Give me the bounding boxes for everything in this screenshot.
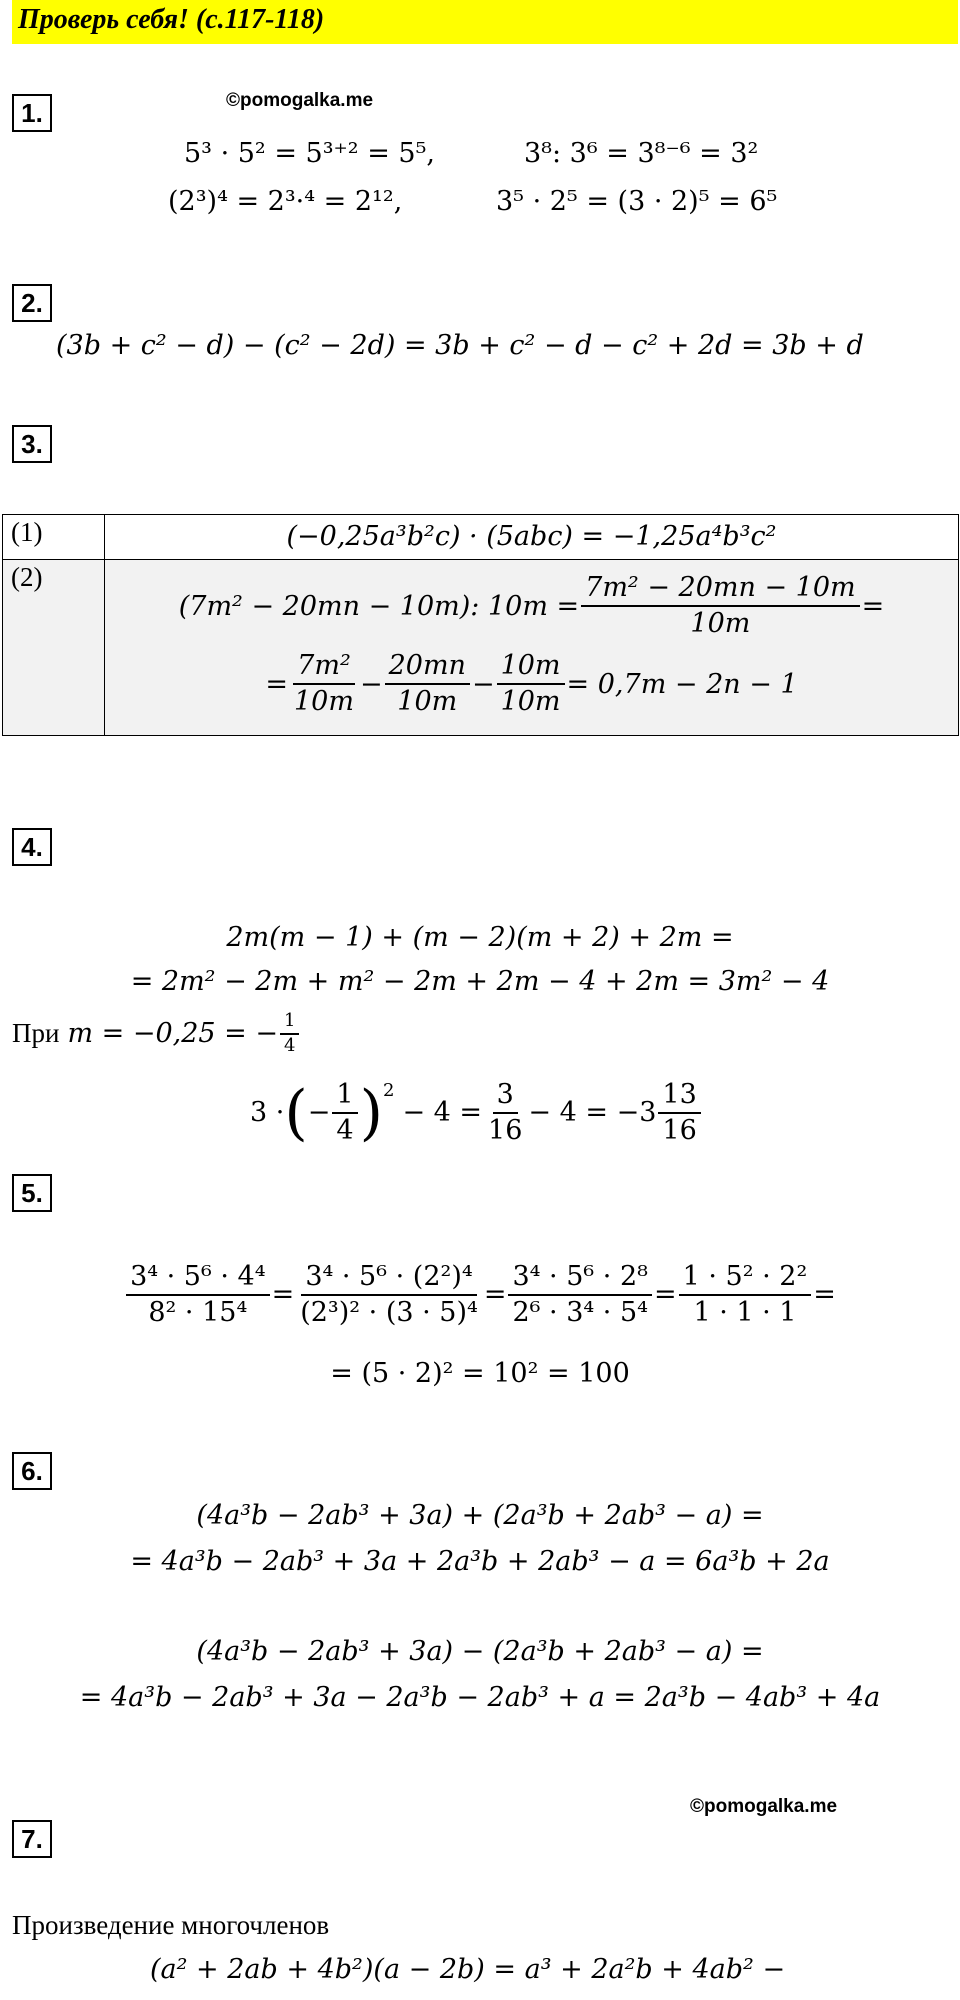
row2-line1-left: (7m² − 20mn − 10m): 10m = — [178, 590, 580, 622]
task1-line-1b: 3⁸: 3⁶ = 3⁸⁻⁶ = 3² — [524, 138, 759, 169]
denominator: 8² · 15⁴ — [148, 1296, 248, 1328]
fraction — [280, 1010, 299, 1057]
denominator: 10m — [500, 686, 561, 717]
fraction — [290, 649, 358, 719]
row-index: (1) — [3, 515, 105, 560]
task7-label: Произведение многочленов — [12, 1910, 330, 1940]
calc-mid: − 4 = — [402, 1097, 483, 1129]
task6-line-4: = 4a³b − 2ab³ + 3a − 2a³b − 2ab³ + a = 2a³b − 4ab³ + 4a — [79, 1682, 881, 1713]
numerator: 7m² − 20mn − 10m — [581, 571, 860, 607]
task1-line-2b: 3⁵ · 2⁵ = (3 · 2)⁵ = 6⁵ — [496, 186, 778, 217]
task2-line-1: (3b + c² − d) − (c² − 2d) = 3b + c² − d − c² + 2d = 3b + d — [56, 330, 864, 361]
fraction — [126, 1260, 270, 1330]
denominator: 16 — [488, 1114, 523, 1146]
task-number-2: 2. — [12, 284, 52, 322]
calc-sign: − — [307, 1097, 331, 1129]
calc-prefix: 3 · — [250, 1097, 285, 1129]
fraction — [658, 1078, 700, 1148]
numerator: 20mn — [385, 649, 470, 685]
task-number-3: 3. — [12, 425, 52, 463]
row-expression: (−0,25a³b²c) · (5abc) = −1,25a⁴b³c² — [105, 515, 959, 560]
task4-when — [12, 1010, 301, 1057]
when-label: При — [12, 1018, 60, 1048]
task6-line-2: = 4a³b − 2ab³ + 3a + 2a³b + 2ab³ − a = 6a³b + 2a — [130, 1546, 830, 1577]
numerator: 1 · 5² · 2² — [679, 1260, 812, 1296]
denominator: 4 — [336, 1114, 354, 1146]
fraction — [508, 1260, 652, 1330]
task-number-1: 1. — [12, 94, 52, 132]
numerator: 13 — [658, 1078, 700, 1114]
task4-line-1: 2m(m − 1) + (m − 2)(m + 2) + 2m = — [226, 922, 734, 953]
task6-line-1: (4a³b − 2ab³ + 3a) + (2a³b + 2ab³ − a) = — [196, 1500, 764, 1531]
fraction — [385, 649, 470, 719]
row-index: (2) — [3, 560, 105, 736]
task1-line-2a: (2³)⁴ = 2³·⁴ = 2¹², — [168, 186, 403, 217]
task1-line-1a: 5³ · 5² = 5³⁺² = 5⁵, — [184, 138, 435, 169]
table-row — [3, 560, 959, 736]
table-row — [3, 515, 959, 560]
task-number-6: 6. — [12, 1452, 52, 1490]
task-number-4: 4. — [12, 828, 52, 866]
task-number-5: 5. — [12, 1174, 52, 1212]
fraction — [679, 1260, 812, 1330]
numerator: 10m — [497, 649, 565, 685]
watermark-top: ©pomogalka.me — [226, 90, 374, 111]
calc-mid2: − 4 = −3 — [528, 1097, 657, 1129]
numerator: 1 — [280, 1010, 299, 1035]
numerator: 3 — [493, 1078, 518, 1114]
task-number-7: 7. — [12, 1820, 52, 1858]
denominator: 1 · 1 · 1 — [693, 1296, 797, 1328]
row2-line2-right: = 0,7m − 2n − 1 — [566, 668, 798, 700]
when-expression: m = −0,25 = − — [67, 1018, 278, 1049]
row-expression: (7m² − 20mn − 10m): 10m = $\frac{\text{7m² − 20mn − 10m}}{10m}$ = = $\frac{\text{7m²}}{10m}$ − $\frac{20mn}{10m}$ − $\frac{10m}{10m}$ = 0,7m − 2n − 1 — [105, 560, 959, 736]
watermark-bottom: ©pomogalka.me — [690, 1796, 838, 1817]
numerator: 3⁴ · 5⁶ · 4⁴ — [126, 1260, 270, 1296]
task6-line-3: (4a³b − 2ab³ + 3a) − (2a³b + 2ab³ − a) = — [196, 1636, 764, 1667]
fraction — [581, 571, 860, 641]
numerator: 7m² — [293, 649, 355, 685]
fraction — [296, 1260, 482, 1330]
task7-line-1: (a² + 2ab + 4b²)(a − 2b) = a³ + 2a²b + 4ab² − — [150, 1954, 786, 1985]
denominator: 10m — [690, 608, 751, 639]
fraction — [484, 1078, 526, 1148]
denominator: 10m — [294, 686, 354, 717]
numerator: 1 — [332, 1078, 357, 1114]
numerator: 3⁴ · 5⁶ · (2²)⁴ — [301, 1260, 476, 1296]
task4-calc: 3 · ( − $\frac{1}{4}$ ) 2 − 4 = $\frac{3}{16}$ − 4 = −3 $\frac{13}{16}$ — [250, 1078, 703, 1148]
denominator: (2³)² · (3 · 5)⁴ — [300, 1296, 478, 1328]
task3-table — [2, 514, 959, 736]
denominator: 10m — [397, 686, 458, 717]
denominator: 4 — [284, 1034, 296, 1056]
denominator: 16 — [662, 1114, 697, 1146]
task5-result: = (5 · 2)² = 10² = 100 — [330, 1358, 630, 1389]
page-title: Проверь себя! (с.117-118) — [18, 4, 325, 35]
numerator: 3⁴ · 5⁶ · 2⁸ — [508, 1260, 652, 1296]
task4-line-2: = 2m² − 2m + m² − 2m + 2m − 4 + 2m = 3m² − 4 — [130, 966, 830, 997]
task5-fractions: $\frac{\text{3⁴ · 5⁶ · 4⁴}}{\text{8² · 15⁴}}$ = $\frac{\text{3⁴ · 5⁶ · (2²)⁴}}{\text{(2³)² · (3 · 5)⁴}}$ = $\frac{\text{3⁴ · 5⁶ · 2⁸}}{\text{2⁶ · 3⁴ · 5⁴}}$ = $\frac{\text{1 · 5² · 2²}}{1 \cdot 1 \cdot 1}$ = — [0, 1260, 960, 1330]
fraction — [497, 649, 565, 719]
fraction — [332, 1078, 357, 1148]
calc-power: 2 — [383, 1080, 395, 1101]
denominator: 2⁶ · 3⁴ · 5⁴ — [512, 1296, 648, 1328]
